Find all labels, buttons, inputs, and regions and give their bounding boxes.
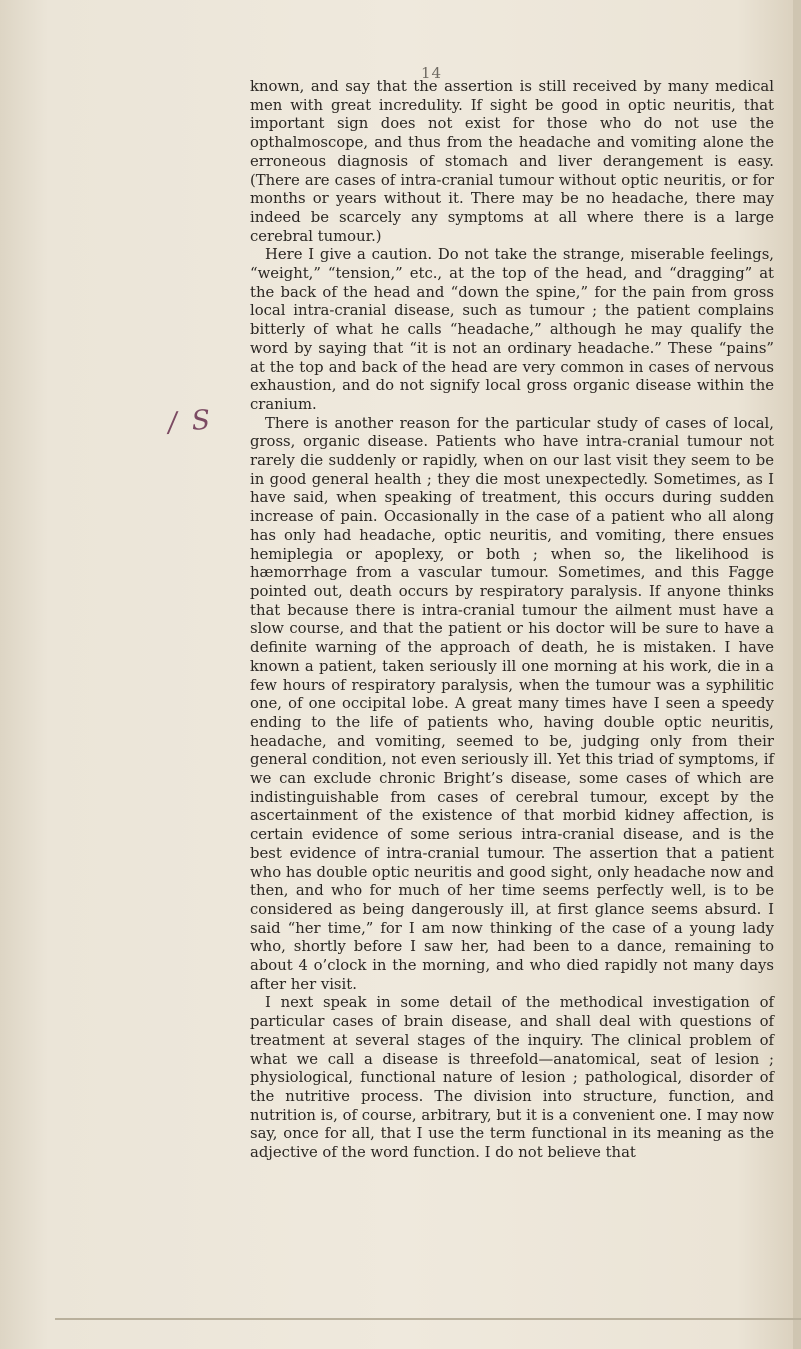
page-edge-shadow: [793, 0, 801, 1349]
handwritten-margin-mark: / S: [166, 404, 215, 439]
paragraph-sudden-death: There is another reason for the particular study of cases of local, gross, organic disease. Patients who have intra-cranial tumour not rarely die suddenly or rapidly, when on our last visit they seem to be in good general health ; they die most unexpectedly. Sometimes, as I have said, when speaking of treatment, this occurs during sudden increase of pain. Occasionally in the case of a patient who all along has only had headache, optic neuritis, and vomiting, there ensues hemiplegia or apoplexy, or both ; when so, the likelihood is hæmorrhage from a vascular tumour. Sometimes, and this Fagge pointed out, death occurs by respiratory paralysis. If anyone thinks that because there is intra-cranial tumour the ailment must have a slow course, and that the patient or his doctor will be sure to have a definite warning of the approach of death, he is mistaken. I have known a patient, taken seriously ill one morning at his work, die in a few hours of respiratory paralysis, when the tumour was a syphilitic one, of one occipital lobe. A great many times have I seen a speedy ending to the life of patients who, having double optic neuritis, headache, and vomiting, seemed to be, judging only from their general condition, not even seriously ill. Yet this triad of symptoms, if we can exclude chronic Bright’s disease, some cases of which are indistinguishable from cases of cerebral tumour, except by the ascertainment of the existence of that morbid kidney affection, is certain evidence of some serious intra-cranial disease, and is the best evidence of intra-cranial tumour. The assertion that a patient who has double optic neuritis and good sight, only headache now and then, and who for much of her time seems perfectly well, is to be considered as being dangerously ill, at first glance seems absurd. I said “her time,” for I am now thinking of the case of a young lady who, shortly before I saw her, had been to a dance, remaining to about 4 o’clock in the morning, and who died rapidly not many days after her visit.: [250, 414, 774, 993]
paragraph-methodical-investigation: I next speak in some detail of the methodical investigation of particular cases of brain disease, and shall deal with questions of treatment at several stages of the inquiry. The clinical problem of what we call a disease is threefold—anatomical, seat of lesion ; physiological, functional nature of lesion ; pathological, disorder of the nutritive process. The division into structure, function, and nutrition is, of course, arbitrary, but it is a convenient one. I may now say, once for all, that I use the term functional in its meaning as the adjective of the word function. I do not believe that: [250, 994, 774, 1162]
paragraph-caution: Here I give a caution. Do not take the strange, miserable feelings, “weight,” “tension,” etc., at the top of the head, and “dragging” at the back of the head and “down the spine,” for the pain from gross local intra-cranial disease, such as tumour ; the patient complains bitterly of what he calls “headache,” although he may qualify the word by saying that “it is not an ordinary headache.” These “pains” at the top and back of the head are very common in cases of nervous exhaustion, and do not signify local gross organic disease within the cranium.: [250, 246, 774, 413]
paragraph-continuation: known, and say that the assertion is still received by many medical men with great incredulity. If sight be good in optic neuritis, that important sign does not exist for those who do not use the opthalmoscope, and thus from the headache and vomiting alone the erroneous diagnosis of stomach and liver derangement is easy. (There are cases of intra-cranial tumour without optic neuritis, or for months or years without it. There may be no headache, there may indeed be scarcely any symptoms at all where there is a large cerebral tumour.): [250, 78, 774, 245]
page-number: 14: [421, 64, 443, 82]
body-text: [250, 78, 774, 1163]
page-bottom-edge: [55, 1318, 801, 1320]
